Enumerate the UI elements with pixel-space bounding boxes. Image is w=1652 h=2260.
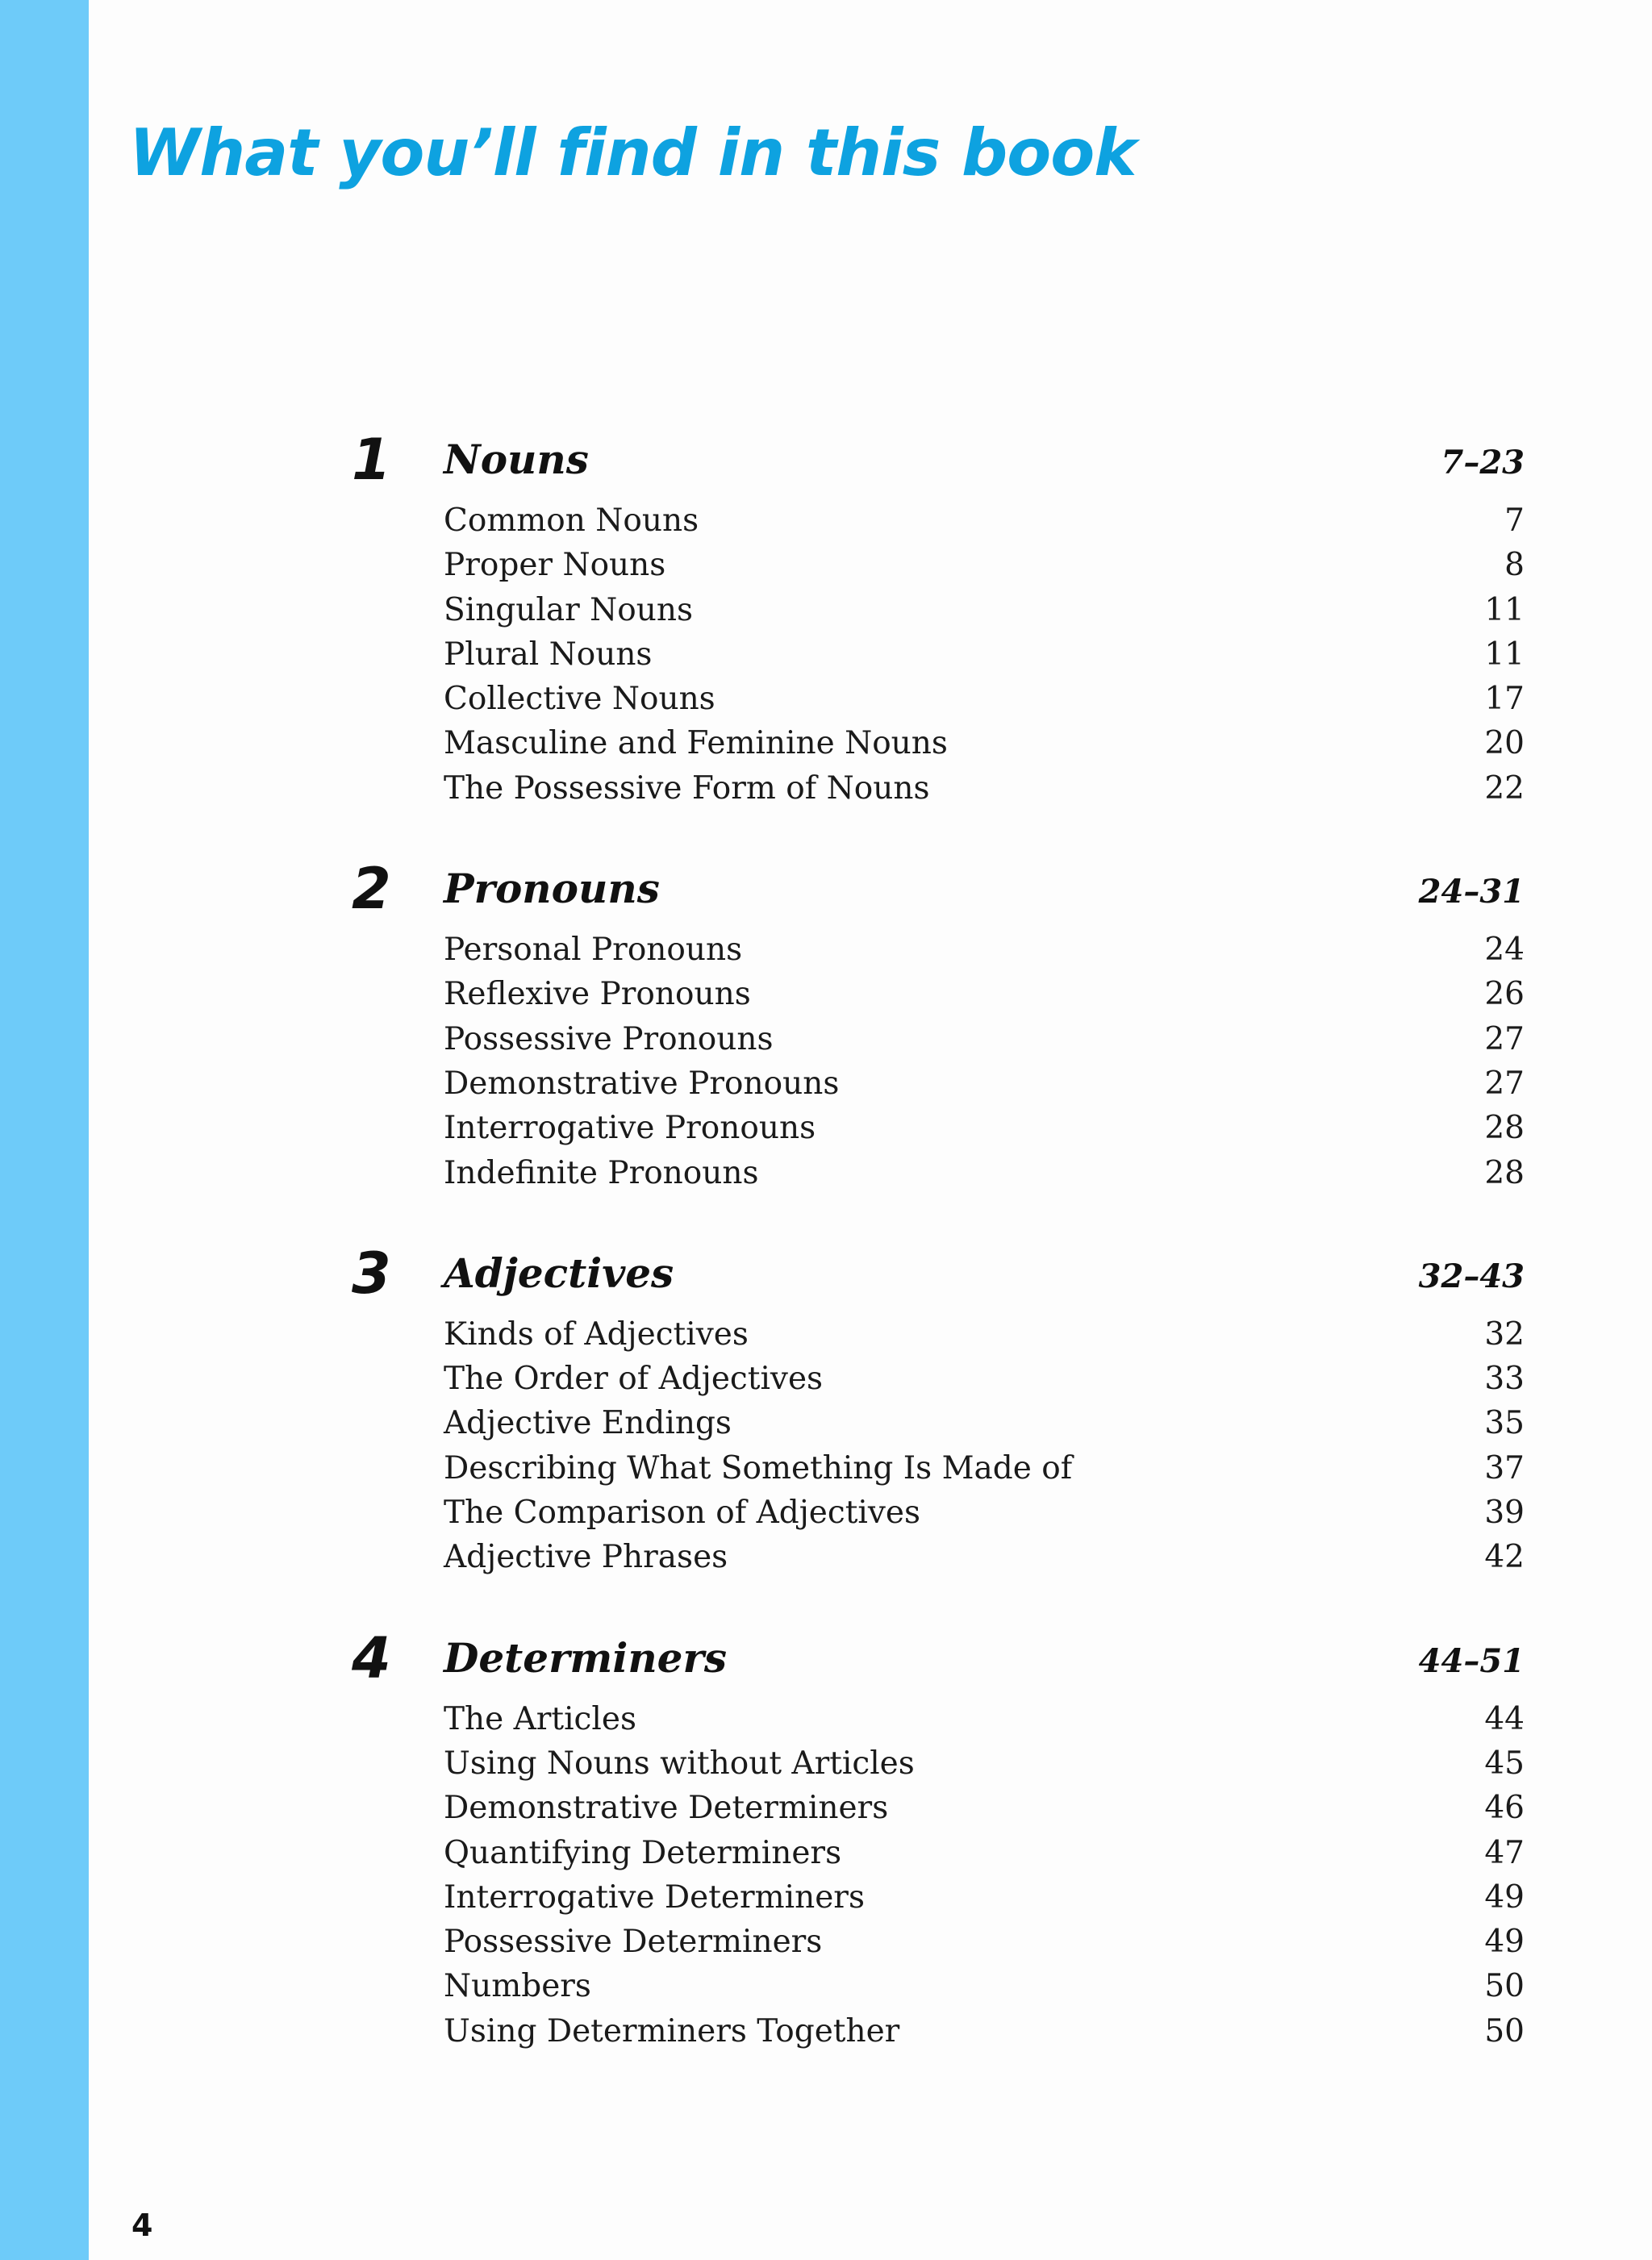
chapter-2	[352, 856, 1525, 1195]
chapter-number: 1	[352, 427, 391, 493]
topic-page: 45	[1484, 1745, 1525, 1782]
topic-label: Describing What Something Is Made of	[444, 1449, 1073, 1487]
toc-entry[interactable]	[444, 1920, 1525, 1964]
topic-page: 32	[1484, 1316, 1525, 1353]
topic-label: Possessive Determiners	[444, 1924, 823, 1961]
chapter-page-range: 24–31	[1418, 873, 1525, 911]
topic-label: Numbers	[444, 1968, 591, 2005]
topic-label: Plural Nouns	[444, 636, 653, 673]
chapter-title: Nouns	[444, 436, 589, 483]
topic-label: Indefinite Pronouns	[444, 1154, 759, 1191]
topic-page: 20	[1484, 725, 1525, 762]
topic-label: Interrogative Determiners	[444, 1878, 865, 1916]
toc-entry[interactable]	[444, 1446, 1525, 1491]
chapter-4	[352, 1624, 1525, 2054]
chapter-page-range: 32–43	[1418, 1257, 1525, 1295]
toc-entry[interactable]	[444, 1401, 1525, 1445]
chapter-heading[interactable]	[352, 856, 1525, 929]
chapter-number: 2	[352, 856, 391, 923]
toc-entry[interactable]	[444, 721, 1525, 765]
topic-page: 11	[1484, 591, 1525, 628]
topic-label: Collective Nouns	[444, 681, 715, 718]
topic-label: Adjective Endings	[444, 1405, 732, 1442]
toc-entry[interactable]	[444, 543, 1525, 587]
chapter-1	[352, 427, 1525, 811]
topic-page: 37	[1484, 1449, 1525, 1487]
topic-label: Using Nouns without Articles	[444, 1745, 915, 1782]
topic-page: 7	[1504, 502, 1525, 539]
toc-entry[interactable]	[444, 1964, 1525, 2008]
toc-entry[interactable]	[444, 1151, 1525, 1195]
toc-entry[interactable]	[444, 1017, 1525, 1061]
toc-entry[interactable]	[444, 632, 1525, 677]
topic-page: 47	[1484, 1834, 1525, 1871]
chapter-page-range: 7–23	[1441, 444, 1525, 482]
topic-page: 39	[1484, 1495, 1525, 1532]
topic-label: The Articles	[444, 1700, 636, 1737]
toc-entry[interactable]	[444, 1106, 1525, 1150]
side-color-band	[0, 0, 89, 2260]
topic-page: 33	[1484, 1361, 1525, 1398]
toc-entry[interactable]	[444, 677, 1525, 721]
chapter-heading[interactable]	[352, 1624, 1525, 1699]
toc-entry[interactable]	[444, 766, 1525, 811]
chapter-number: 4	[352, 1624, 391, 1691]
toc-entry[interactable]	[444, 588, 1525, 632]
toc-entry[interactable]	[444, 2009, 1525, 2054]
topic-page: 26	[1484, 976, 1525, 1013]
toc-entry[interactable]	[444, 498, 1525, 543]
topic-label: The Order of Adjectives	[444, 1361, 824, 1398]
topic-page: 49	[1484, 1878, 1525, 1916]
topic-page: 46	[1484, 1790, 1525, 1827]
chapter-page-range: 44–51	[1418, 1641, 1525, 1680]
toc-entry[interactable]	[444, 1312, 1525, 1357]
toc-entry[interactable]	[444, 1491, 1525, 1535]
topic-page: 44	[1484, 1700, 1525, 1737]
topic-label: Using Determiners Together	[444, 2012, 900, 2049]
toc-entry[interactable]	[444, 1061, 1525, 1106]
chapter-3	[352, 1240, 1525, 1580]
topic-page: 28	[1484, 1154, 1525, 1191]
topic-label: Proper Nouns	[444, 547, 666, 584]
topic-label: Quantifying Determiners	[444, 1834, 842, 1871]
topic-label: Possessive Pronouns	[444, 1020, 774, 1057]
topic-page: 42	[1484, 1539, 1525, 1576]
topic-page: 22	[1484, 769, 1525, 807]
page-title: What you’ll find in this book	[129, 115, 1137, 190]
chapter-heading[interactable]	[352, 1240, 1525, 1314]
topic-label: Personal Pronouns	[444, 932, 743, 969]
topic-list	[355, 928, 1525, 1195]
topic-page: 50	[1484, 1968, 1525, 2005]
topic-label: Interrogative Pronouns	[444, 1110, 816, 1147]
topic-page: 8	[1504, 547, 1525, 584]
topic-page: 28	[1484, 1110, 1525, 1147]
toc-entry[interactable]	[444, 928, 1525, 972]
toc-entry[interactable]	[444, 1786, 1525, 1830]
topic-page: 17	[1484, 681, 1525, 718]
toc-entry[interactable]	[444, 1741, 1525, 1786]
toc-entry[interactable]	[444, 1831, 1525, 1875]
topic-page: 24	[1484, 932, 1525, 969]
topic-label: Singular Nouns	[444, 591, 694, 628]
topic-page: 27	[1484, 1020, 1525, 1057]
toc-entry[interactable]	[444, 1875, 1525, 1920]
page-number: 4	[131, 2208, 153, 2243]
topic-label: The Possessive Form of Nouns	[444, 769, 930, 807]
toc-entry[interactable]	[444, 1357, 1525, 1401]
chapter-title: Adjectives	[444, 1249, 674, 1297]
chapter-title: Determiners	[444, 1633, 727, 1682]
toc-entry[interactable]	[444, 1535, 1525, 1579]
toc-entry[interactable]	[444, 972, 1525, 1016]
topic-list	[355, 1697, 1525, 2054]
topic-page: 35	[1484, 1405, 1525, 1442]
toc-entry[interactable]	[444, 1697, 1525, 1741]
topic-label: The Comparison of Adjectives	[444, 1495, 920, 1532]
topic-label: Common Nouns	[444, 502, 699, 539]
topic-label: Kinds of Adjectives	[444, 1316, 749, 1353]
topic-page: 11	[1484, 636, 1525, 673]
topic-page: 50	[1484, 2012, 1525, 2049]
topic-list	[355, 498, 1525, 811]
chapter-title: Pronouns	[444, 865, 660, 913]
topic-label: Reflexive Pronouns	[444, 976, 751, 1013]
chapter-heading[interactable]	[352, 427, 1525, 500]
topic-label: Adjective Phrases	[444, 1539, 728, 1576]
topic-label: Masculine and Feminine Nouns	[444, 725, 948, 762]
topic-label: Demonstrative Pronouns	[444, 1065, 840, 1102]
table-of-contents	[352, 427, 1525, 2054]
topic-page: 27	[1484, 1065, 1525, 1102]
topic-list	[355, 1312, 1525, 1580]
topic-page: 49	[1484, 1924, 1525, 1961]
chapter-number: 3	[352, 1240, 391, 1307]
topic-label: Demonstrative Determiners	[444, 1790, 889, 1827]
